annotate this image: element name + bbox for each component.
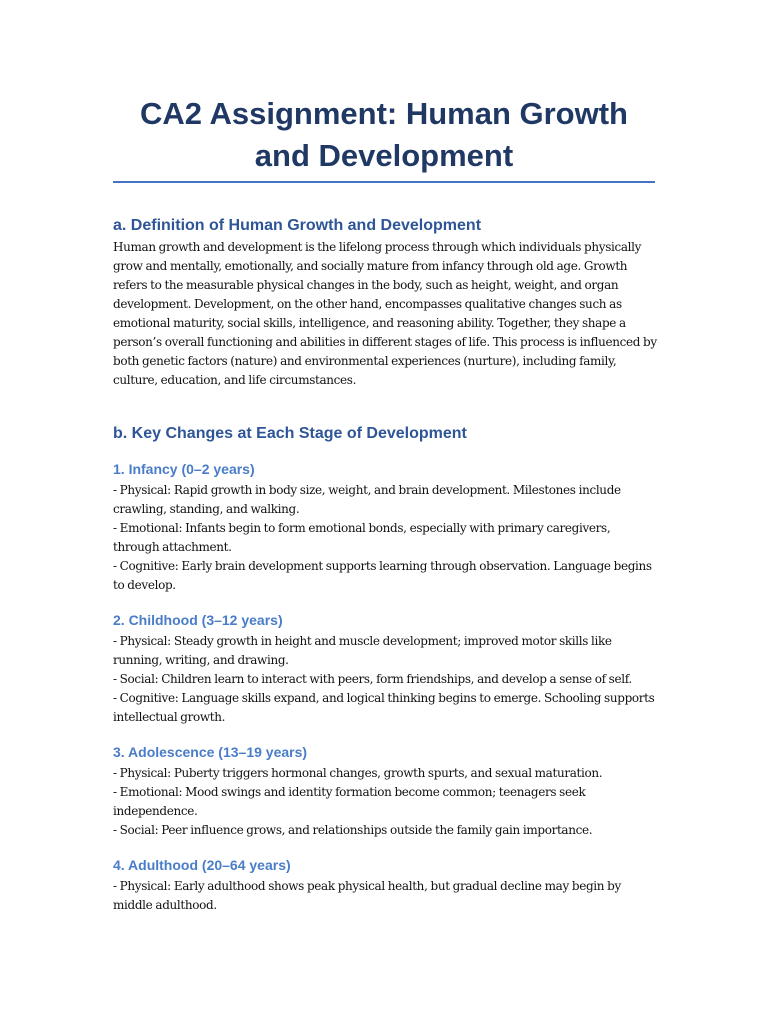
stage-item: - Social: Children learn to interact with peers, form friendships, and develop a sense of self.	[113, 672, 632, 686]
stage-item: - Physical: Puberty triggers hormonal changes, growth spurts, and sexual maturation.	[113, 766, 603, 780]
stage-infancy	[113, 459, 658, 595]
section-a-heading: a. Definition of Human Growth and Development	[113, 217, 482, 234]
stage-item: - Emotional: Infants begin to form emotional bonds, especially with primary caregivers, through attachment.	[113, 521, 611, 554]
section-b-heading: b. Key Changes at Each Stage of Development	[113, 425, 467, 442]
stage-heading: 1. Infancy (0–2 years)	[113, 461, 255, 477]
stage-heading: 2. Childhood (3–12 years)	[113, 612, 283, 628]
stage-item: - Emotional: Mood swings and identity formation become common; teenagers seek independence.	[113, 785, 586, 818]
stage-childhood	[113, 610, 658, 727]
title-divider	[113, 181, 655, 183]
stage-item: - Cognitive: Language skills expand, and logical thinking begins to emerge. Schooling supports intellectual growth.	[113, 691, 655, 724]
stage-item: - Physical: Steady growth in height and muscle development; improved motor skills like running, writing, and drawing.	[113, 634, 612, 667]
document-page	[113, 0, 658, 915]
stage-item: - Cognitive: Early brain development supports learning through observation. Language begins to develop.	[113, 559, 652, 592]
stage-adulthood	[113, 855, 658, 915]
stage-item: - Physical: Rapid growth in body size, weight, and brain development. Milestones include crawling, standing, and walking.	[113, 483, 621, 516]
stage-heading: 4. Adulthood (20–64 years)	[113, 857, 291, 873]
stage-item: - Social: Peer influence grows, and relationships outside the family gain importance.	[113, 823, 593, 837]
stage-item: - Physical: Early adulthood shows peak physical health, but gradual decline may begin by middle adulthood.	[113, 879, 621, 912]
stage-adolescence	[113, 742, 658, 840]
stage-heading: 3. Adolescence (13–19 years)	[113, 744, 308, 760]
definition-paragraph: Human growth and development is the lifelong process through which individuals physically grow and mentally, emotionally, and socially mature from infancy through old age. Growth refers to the measurable physical changes in the body, such as height, weight, and organ development. Development, on the other hand, encompasses qualitative changes such as emotional maturity, social skills, intelligence, and reasoning ability. Together, they shape a person’s overall functioning and abilities in different stages of life. This process is influenced by both genetic factors (nature) and environmental experiences (nurture), including family, culture, education, and life circumstances.	[113, 240, 657, 387]
document-title: CA2 Assignment: Human Growth and Development	[140, 96, 628, 173]
